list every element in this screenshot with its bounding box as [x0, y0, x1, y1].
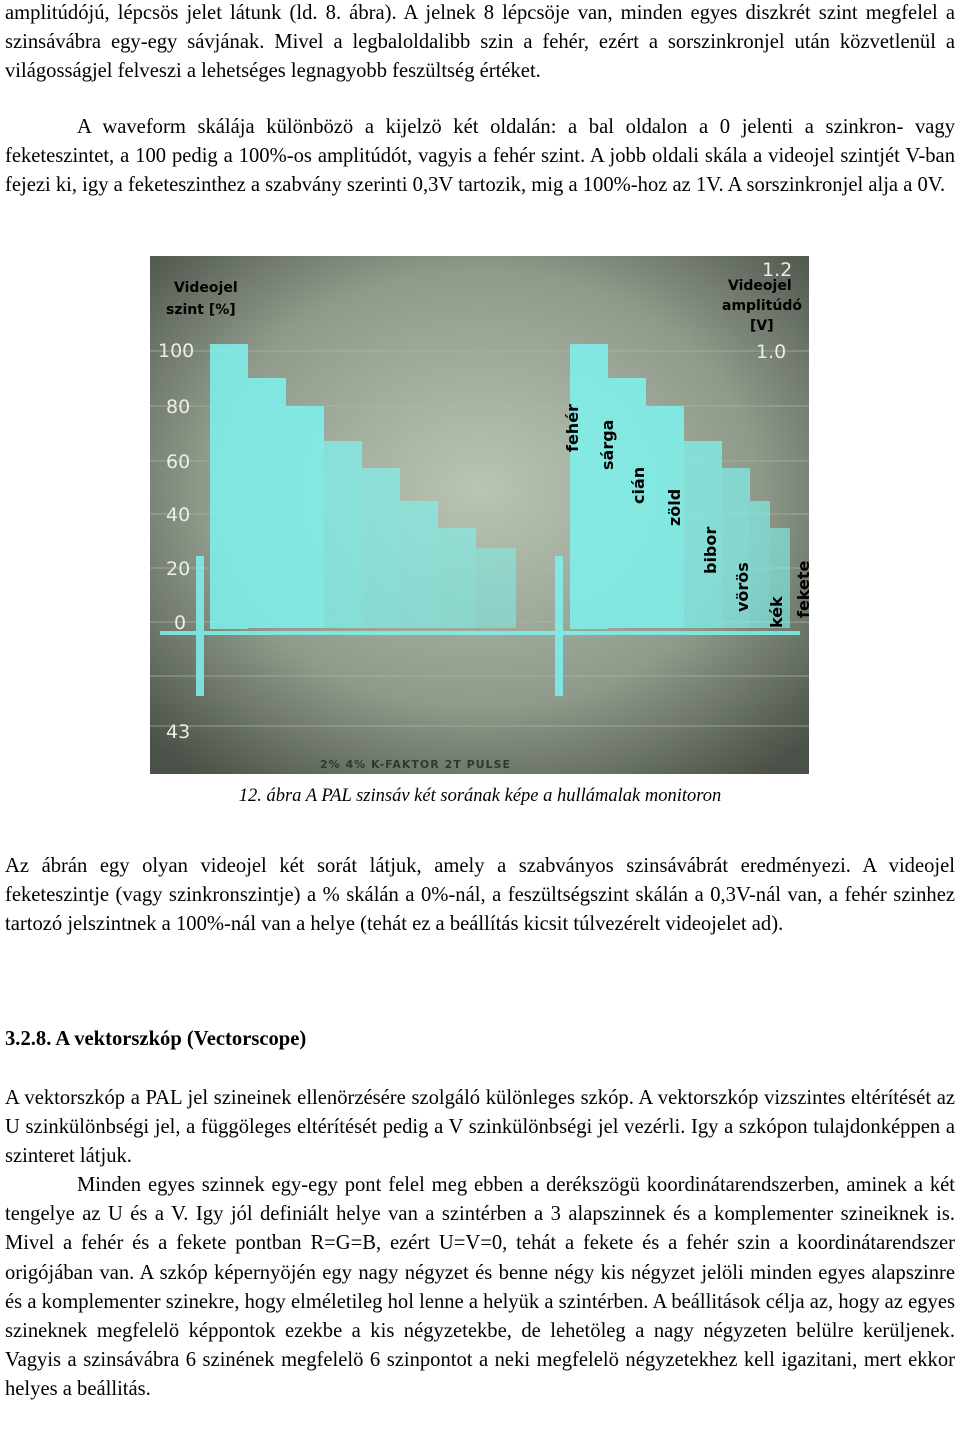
- color-label-zold: zöld: [665, 488, 684, 526]
- left-scale-tick: 80: [166, 396, 191, 418]
- right-scale-label-line2: amplitúdó: [722, 298, 802, 314]
- left-scale-tick: 60: [166, 451, 191, 473]
- left-scale-tick: 40: [166, 504, 191, 526]
- vectorscope-paragraph: A vektorszkóp a PAL jel szineinek ellenörzésére szolgáló különleges szkóp. A vektorszkóp vizszintes eltérítését az U szinkülönbségi jel, a függöleges eltérítését pedig a V szinkülönbségi jel vezérli. Igy a szkópon tulajdonképpen a szinteret látjuk.: [5, 1087, 955, 1168]
- monitor-bottom-text: 2% 4% K-FAKTOR 2T PULSE: [320, 758, 512, 771]
- right-scale-tick: 1.0: [756, 341, 787, 363]
- vectorscope-detail-paragraph: Minden egyes szinnek egy-egy pont felel meg ebben a derékszögü koordinátarendszerben, aminek a két tengelye az U és a V. Igy jól definiált helye van a szintérben a 3 alapszinnek és a komplementer szineiknek is. Mivel a fehér és a fekete pontban R=G=B, ezért U=V=0, tehát a fekete és a fehér szin a koordinátarendszer origójában van. A szkóp képernyöjén egy nagy négyzet és benne négy kis négyzet jelöli minden egyes alapszinre és a komplementer szinekre, hogy elméletileg hol lenne a helyük a szintérben. A beállitások célja az, hogy az egyes szineknek megfelelö képpontok ezekbe a kis négyzetekbe, de lehetöleg a nagy négyzeten belülre kerüljenek. Vagyis a szinsávábra 6 szinének megfelelö 6 szinpontot a neki megfelelö négyzetekhez kell igazitani, mert ekkor helyes a beállitás.: [5, 1174, 955, 1401]
- left-scale-tick: 0: [174, 612, 187, 634]
- left-scale-tick: 20: [166, 558, 191, 580]
- left-scale-label-line2: szint [%]: [166, 302, 236, 318]
- color-label-voros: vörös: [733, 562, 752, 612]
- waveform-scale-paragraph: A waveform skálája különbözö a kijelzö két oldalán: a bal oldalon a 0 jelenti a szinkron- vagy feketeszintet, a 100 pedig a 100%-os amplitúdót, vagyis a fehér szint. A jobb oldali skála a videojel szintjét V-ban fejezi ki, igy a feketeszinthez a szabvány szerinti 0,3V tartozik, mig a 100%-hoz az 1V. A sorszinkronjel alja a 0V.: [5, 116, 955, 197]
- left-scale-tick: 100: [158, 340, 195, 362]
- right-scale-label-line3: [V]: [750, 318, 774, 334]
- left-scale-tick: 43: [166, 721, 191, 743]
- color-label-fekete: fekete: [794, 560, 813, 618]
- left-scale-label-line1: Videojel: [174, 280, 238, 296]
- color-label-feher: fehér: [563, 404, 582, 452]
- figure-description-paragraph: Az ábrán egy olyan videojel két sorát látjuk, amely a szabványos szinsávábrát eredményezi. A videojel feketeszintje (vagy szinkronszintje) a % skálán a 0%-nál, a feszültségszint skálán a 0,3V-nál van, a fehér szinhez tartozó jelszintnek a 100%-nál van a helye (tehát ez a beállítás kicsit túlvezérelt videojelet ad).: [5, 855, 955, 936]
- waveform-monitor-photo: [150, 256, 813, 774]
- color-label-kek: kék: [767, 596, 786, 628]
- color-label-bibor: bibor: [701, 526, 720, 574]
- color-label-sarga: sárga: [598, 419, 617, 470]
- color-label-cian: cián: [629, 466, 648, 504]
- right-scale-label-line1: Videojel: [728, 278, 792, 294]
- figure-caption: 12. ábra A PAL szinsáv két sorának képe a hullámalak monitoron: [238, 786, 722, 806]
- right-scale-tick: 1.2: [762, 259, 793, 281]
- section-heading: 3.2.8. A vektorszkóp (Vectorscope): [5, 1028, 307, 1050]
- intro-paragraph: amplitúdójú, lépcsös jelet látunk (ld. 8. ábra). A jelnek 8 lépcsöje van, minden egyes diszkrét szint megfelel a szinsávábra egy-egy sávjának. Mivel a legbaloldalibb szin a fehér, ezért a sorszinkronjel után közvetlenül a világosságjel felveszi a lehetséges legnagyobb feszültség értéket.: [5, 2, 955, 83]
